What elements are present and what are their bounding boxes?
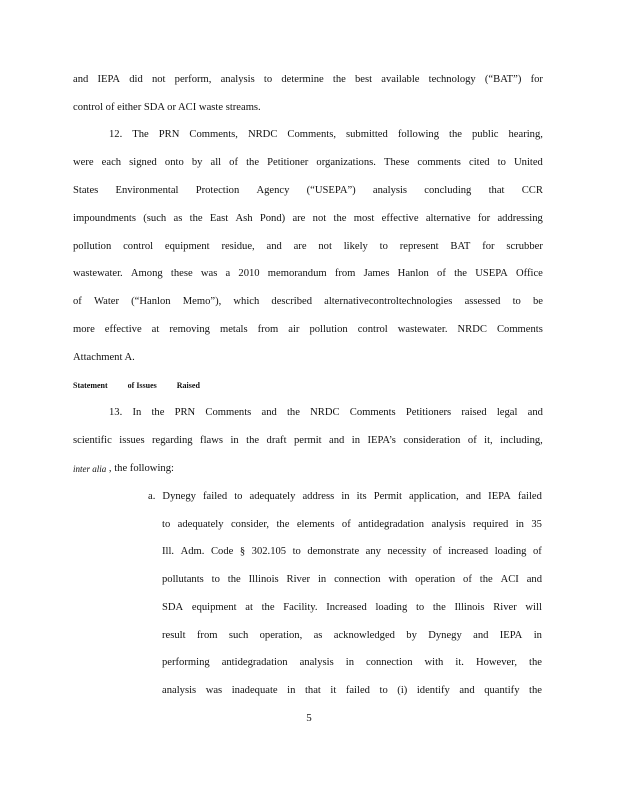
list-item-a-start: a. Dynegy failed to adequately address in its Permit application, and IEPA failed (148, 491, 542, 502)
text-line: control of either SDA or ACI waste streams. (73, 102, 261, 113)
inter-alia-rest: , the following: (108, 463, 174, 474)
text-line: impoundments (such as the East Ash Pond) are not the most effective alternative for addressing (73, 213, 543, 224)
heading-word: Raised (176, 381, 200, 390)
text-line: of Water (“Hanlon Memo”), which described alternativecontroltechnologies assessed to be (73, 296, 543, 307)
page-number: 5 (306, 712, 312, 724)
text-line: Ill. Adm. Code § 302.105 to demonstrate any necessity of increased loading of (162, 546, 542, 557)
text-line: analysis was inadequate in that it failed to (i) identify and quantify the (162, 685, 542, 696)
text-line: to adequately consider, the elements of antidegradation analysis required in 35 (162, 519, 542, 530)
text-line: States Environmental Protection Agency (“USEPA”) analysis concluding that CCR (73, 185, 543, 196)
text-line: wastewater. Among these was a 2010 memorandum from James Hanlon of the USEPA Office (73, 268, 543, 279)
paragraph-12-start: 12. The PRN Comments, NRDC Comments, submitted following the public hearing, (109, 129, 543, 140)
text-line: and IEPA did not perform, analysis to determine the best available technology (“BAT”) for (73, 74, 543, 85)
inter-alia-italic: inter alia (73, 464, 107, 474)
text-line: pollution control equipment residue, and are not likely to represent BAT for scrubber (73, 241, 543, 252)
text-line (73, 462, 543, 476)
section-heading (73, 380, 220, 392)
heading-word: Statement (73, 381, 108, 390)
paragraph-13-start: 13. In the PRN Comments and the NRDC Comments Petitioners raised legal and (109, 407, 543, 418)
text-line: were each signed onto by all of the Petitioner organizations. These comments cited to United (73, 157, 543, 168)
heading-word: of Issues (127, 381, 157, 390)
text-line: Attachment A. (73, 352, 135, 363)
text-line: pollutants to the Illinois River in connection with operation of the ACI and (162, 574, 542, 585)
text-line: SDA equipment at the Facility. Increased loading to the Illinois River will (162, 602, 542, 613)
text-line: performing antidegradation analysis in connection with it. However, the (162, 657, 542, 668)
text-line: result from such operation, as acknowledged by Dynegy and IEPA in (162, 630, 542, 641)
text-line: scientific issues regarding flaws in the draft permit and in IEPA’s consideration of it, including, (73, 435, 543, 446)
text-line: more effective at removing metals from air pollution control wastewater. NRDC Comments (73, 324, 543, 335)
